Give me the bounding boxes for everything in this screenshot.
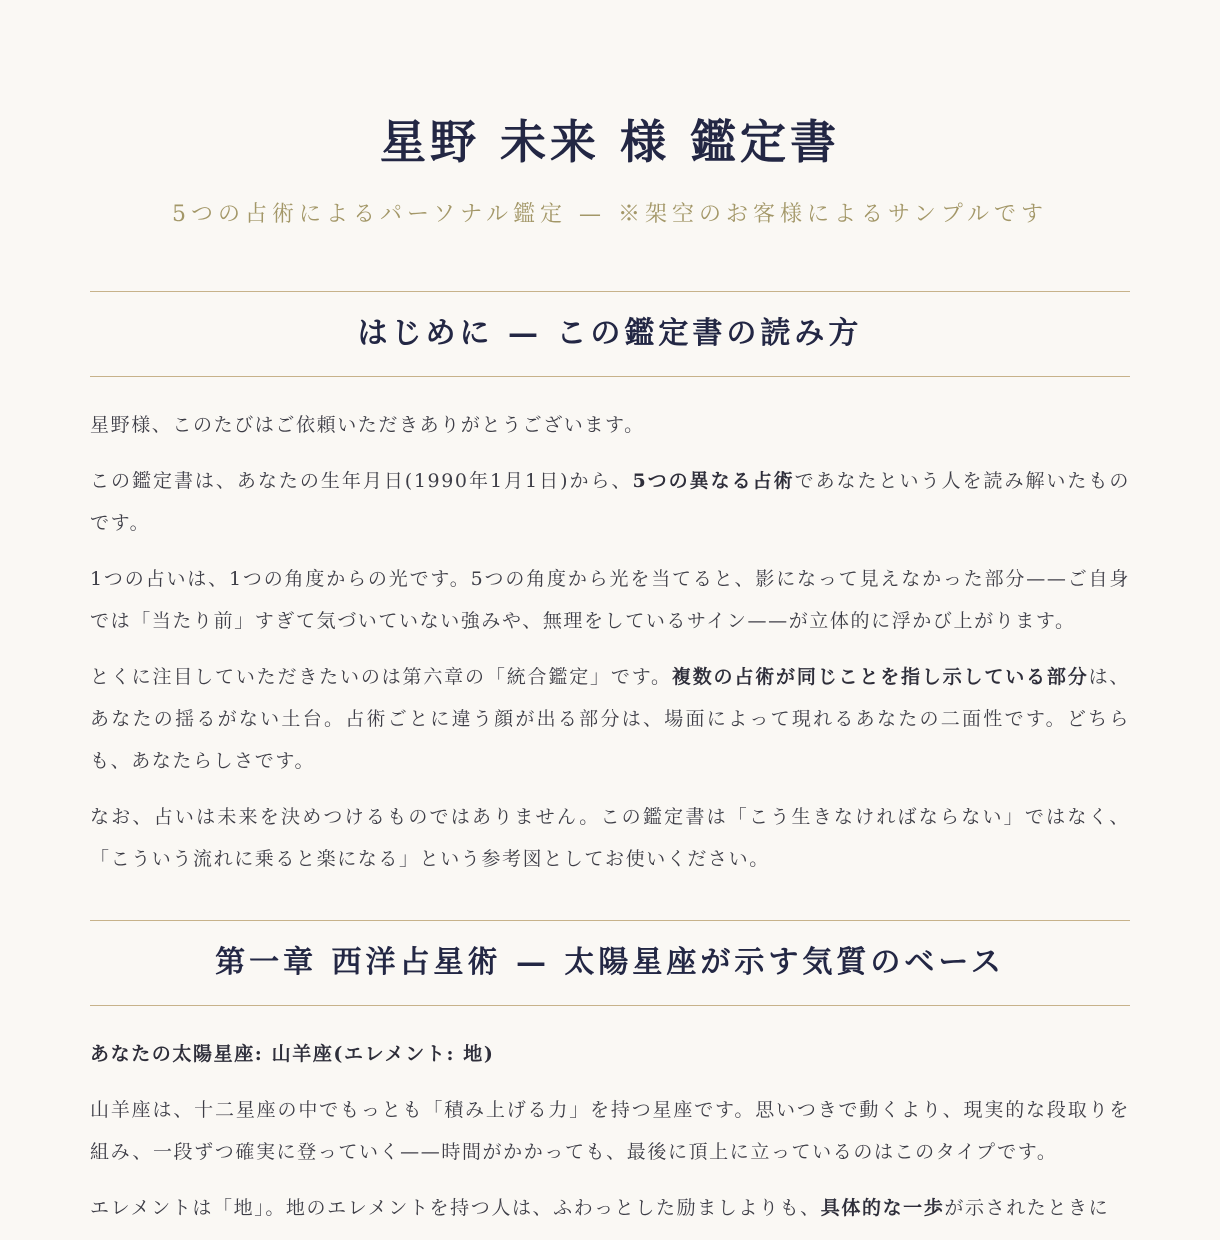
text-run: とくに注目していただきたいのは第六章の「統合鑑定」です。 [90,666,672,688]
emphasis-text: 具体的な一歩 [820,1197,945,1219]
chapter1-paragraph-capricorn: 山羊座は、十二星座の中でもっとも「積み上げる力」を持つ星座です。思いつきで動くより、現実的な段取りを組み、一段ずつ確実に登っていく——時間がかかっても、最後に頂上に立っているのはこのタイプです。 [90,1099,1130,1163]
emphasis-text: 複数の占術が同じことを指し示している部分 [671,666,1089,688]
chapter1-heading: 第一章 西洋占星術 — 太陽星座が示す気質のベース [90,920,1130,1006]
text-run: は、あなたの揺るがない土台。占術ごとに違う顔が出る部分は、場面によって現れるあなたの二面性です。どちらも、あなたらしさです。 [90,666,1130,772]
intro-paragraph-disclaimer: なお、占いは未来を決めつけるものではありません。この鑑定書は「こう生きなければならない」ではなく、「こういう流れに乗ると楽になる」という参考図としてお使いください。 [90,806,1130,870]
intro-section [90,404,1130,880]
sun-sign-label: あなたの太陽星座: 山羊座(エレメント: 地) [90,1043,495,1065]
intro-paragraph-greeting: 星野様、このたびはご依頼いただきありがとうございます。 [90,414,645,436]
chapter1-paragraph-element [90,1187,1130,1229]
intro-heading: はじめに — この鑑定書の読み方 [90,291,1130,377]
intro-paragraph-perspective: 1つの占いは、1つの角度からの光です。5つの角度から光を当てると、影になって見えなかった部分——ご自身では「当たり前」すぎて気づいていない強みや、無理をしているサイン——が立体的に浮かび上がります。 [90,568,1130,632]
document-page [90,0,1130,1229]
document-subtitle: 5つの占術によるパーソナル鑑定 — ※架空のお客様によるサンプルです [171,202,1049,227]
sun-sign-line [90,1033,1130,1075]
text-run: が示されたときに [944,1197,1110,1219]
chapter1-section [90,1033,1130,1229]
emphasis-text: 5つの異なる占術 [632,470,795,492]
intro-paragraph-overview [90,460,1130,544]
text-run: この鑑定書は、あなたの生年月日(1990年1月1日)から、 [90,470,633,492]
document-title: 星野 未来 様 鑑定書 [379,115,841,169]
text-run: であなたという人を読み解いたものです。 [90,470,1130,534]
text-run: エレメントは「地」。地のエレメントを持つ人は、ふわっとした励ましよりも、 [90,1197,821,1219]
intro-paragraph-integration [90,656,1130,782]
